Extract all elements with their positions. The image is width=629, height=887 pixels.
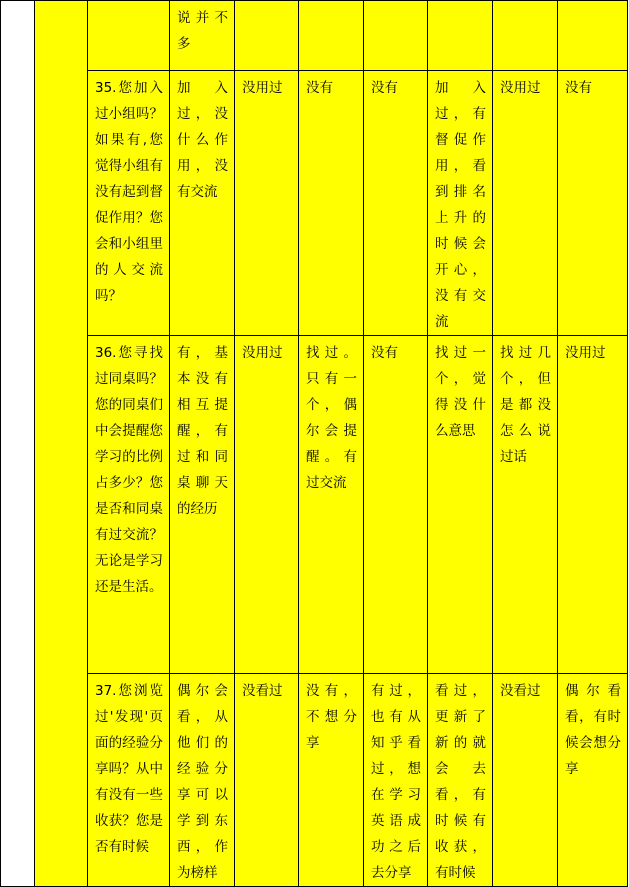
answer-cell	[299, 1, 364, 71]
answer-cell: 没有	[299, 71, 364, 336]
answer-cell	[235, 1, 299, 71]
answer-cell: 没用过	[558, 336, 628, 674]
table-row	[1, 674, 628, 887]
answer-cell: 看过，更新了新的就会去看，有时候有收获，有时候	[428, 674, 493, 887]
answer-cell	[428, 1, 493, 71]
answer-cell: 有，基本没有相互提醒，有过和同桌聊天的经历	[170, 336, 235, 674]
question-cell: 37.您浏览过'发现'页面的经验分享吗？从中有没有一些收获？您是否有时候	[88, 674, 170, 887]
answer-cell	[493, 1, 558, 71]
answer-cell: 有过，也有从知乎看过，想在学习英语成功之后去分享	[364, 674, 428, 887]
answer-cell: 加入过，有督促作用，看到排名上升的时候会开心，没有交流	[428, 71, 493, 336]
answer-cell: 没看过	[493, 674, 558, 887]
table-row	[1, 71, 628, 336]
answer-cell: 没有	[364, 71, 428, 336]
margin-column	[1, 1, 35, 887]
answer-cell: 没看过	[235, 674, 299, 887]
answer-cell: 没有	[558, 71, 628, 336]
answer-cell: 找过。只有一个，偶尔会提醒。有过交流	[299, 336, 364, 674]
answer-cell: 没用过	[235, 336, 299, 674]
answer-cell: 找过一个，觉得没什么意思	[428, 336, 493, 674]
answer-cell: 偶尔看看，有时候会想分享	[558, 674, 628, 887]
question-cell	[88, 1, 170, 71]
answer-cell: 没用过	[493, 71, 558, 336]
answer-cell	[558, 1, 628, 71]
answer-cell: 加入过，没什么作用，没有交流	[170, 71, 235, 336]
answer-cell	[364, 1, 428, 71]
table-row	[1, 1, 628, 71]
answer-cell: 没有，不想分享	[299, 674, 364, 887]
answer-cell: 偶尔会看，从他们的经验分享可以学到东西，作为榜样	[170, 674, 235, 887]
question-cell: 35.您加入过小组吗？如果有,您觉得小组有没有起到督促作用？您会和小组里的人交流吗？	[88, 71, 170, 336]
answer-cell: 找过几个，但是都没怎么说过话	[493, 336, 558, 674]
table-row	[1, 336, 628, 674]
question-cell: 36.您寻找过同桌吗？您的同桌们中会提醒您学习的比例占多少？您是否和同桌有过交流？无论是学习还是生活。	[88, 336, 170, 674]
category-column	[35, 1, 88, 887]
answer-cell: 没有	[364, 336, 428, 674]
answer-cell: 没用过	[235, 71, 299, 336]
answer-cell: 说并不多	[170, 1, 235, 71]
